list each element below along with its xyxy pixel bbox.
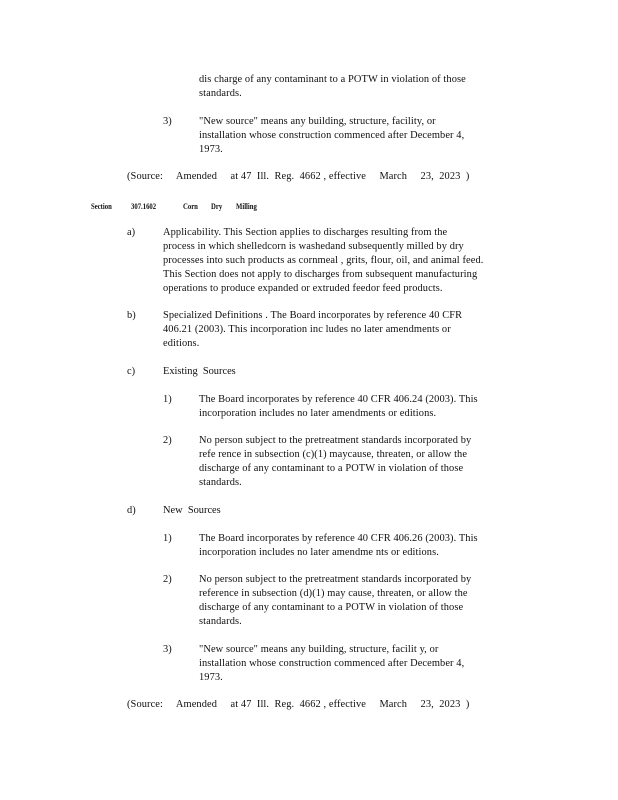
text-line: 1973. bbox=[199, 672, 223, 683]
existing-sources-prohibition bbox=[199, 434, 507, 490]
item-label: 2) bbox=[163, 435, 172, 446]
new-sources-incorporation bbox=[199, 532, 517, 560]
text-line: "New source" means any building, structure, facilit y, or bbox=[199, 644, 439, 655]
text-line: This Section does not apply to discharges from subsequent manufacturing bbox=[163, 269, 478, 280]
section-label: Section bbox=[91, 201, 112, 211]
text-line: Applicability. This Section applies to discharges resulting from the bbox=[163, 227, 448, 238]
subsection-label-d: d) bbox=[127, 505, 136, 516]
text-line: processes into such products as cornmeal , grits, flour, oil, and animal feed. bbox=[163, 255, 484, 266]
text-line: installation whose construction commenced after December 4, bbox=[199, 130, 465, 141]
text-line: The Board incorporates by reference 40 CFR 406.26 (2003). This bbox=[199, 533, 478, 544]
text-line: dis charge of any contaminant to a POTW in violation of those bbox=[199, 74, 466, 85]
subsection-label-c: c) bbox=[127, 366, 136, 377]
continued-item-text bbox=[199, 73, 497, 101]
subsection-label-b: b) bbox=[127, 310, 136, 321]
section-title-word: Corn bbox=[183, 201, 198, 211]
text-line: refe rence in subsection (c)(1) maycause, threaten, or allow the bbox=[199, 449, 468, 460]
text-line: standards. bbox=[199, 88, 242, 99]
text-line: incorporation includes no later amendme nts or editions. bbox=[199, 547, 439, 558]
new-sources-heading: New Sources bbox=[163, 505, 221, 516]
new-source-definition bbox=[199, 115, 497, 157]
text-line: standards. bbox=[199, 477, 242, 488]
text-line: The Board incorporates by reference 40 CFR 406.24 (2003). This bbox=[199, 394, 478, 405]
text-line: No person subject to the pretreatment standards incorporated by bbox=[199, 435, 472, 446]
text-line: process in which shelledcorn is washedand subsequently milled by dry bbox=[163, 241, 464, 252]
existing-sources-heading: Existing Sources bbox=[163, 366, 236, 377]
text-line: "New source" means any building, structure, facility, or bbox=[199, 116, 436, 127]
new-sources-prohibition bbox=[199, 573, 507, 629]
text-line: No person subject to the pretreatment standards incorporated by bbox=[199, 574, 472, 585]
item-label: 3) bbox=[163, 116, 172, 127]
source-note: (Source: Amended at 47 Ill. Reg. 4662 , effective March 23, 2023 ) bbox=[127, 171, 470, 182]
text-line: discharge of any contaminant to a POTW in violation of those bbox=[199, 602, 464, 613]
section-number: 307.1602 bbox=[131, 201, 157, 211]
section-title-word: Milling bbox=[236, 201, 257, 211]
text-line: incorporation includes no later amendments or editions. bbox=[199, 408, 437, 419]
text-line: discharge of any contaminant to a POTW in violation of those bbox=[199, 463, 464, 474]
text-line: standards. bbox=[199, 616, 242, 627]
new-source-definition bbox=[199, 643, 497, 685]
subsection-label-a: a) bbox=[127, 227, 136, 238]
section-title-word: Dry bbox=[211, 201, 223, 211]
item-label: 1) bbox=[163, 394, 172, 405]
item-label: 3) bbox=[163, 644, 172, 655]
text-line: operations to produce expanded or extruded feedor feed products. bbox=[163, 283, 443, 294]
text-line: editions. bbox=[163, 338, 200, 349]
existing-sources-incorporation bbox=[199, 393, 517, 421]
applicability-paragraph bbox=[163, 226, 518, 296]
text-line: reference in subsection (d)(1) may cause, threaten, or allow the bbox=[199, 588, 468, 599]
source-note: (Source: Amended at 47 Ill. Reg. 4662 , effective March 23, 2023 ) bbox=[127, 699, 470, 710]
text-line: Specialized Definitions . The Board incorporates by reference 40 CFR bbox=[163, 310, 463, 321]
text-line: installation whose construction commenced after December 4, bbox=[199, 658, 465, 669]
item-label: 1) bbox=[163, 533, 172, 544]
definitions-paragraph bbox=[163, 309, 496, 351]
item-label: 2) bbox=[163, 574, 172, 585]
text-line: 1973. bbox=[199, 144, 223, 155]
text-line: 406.21 (2003). This incorporation inc ludes no later amendments or bbox=[163, 324, 451, 335]
